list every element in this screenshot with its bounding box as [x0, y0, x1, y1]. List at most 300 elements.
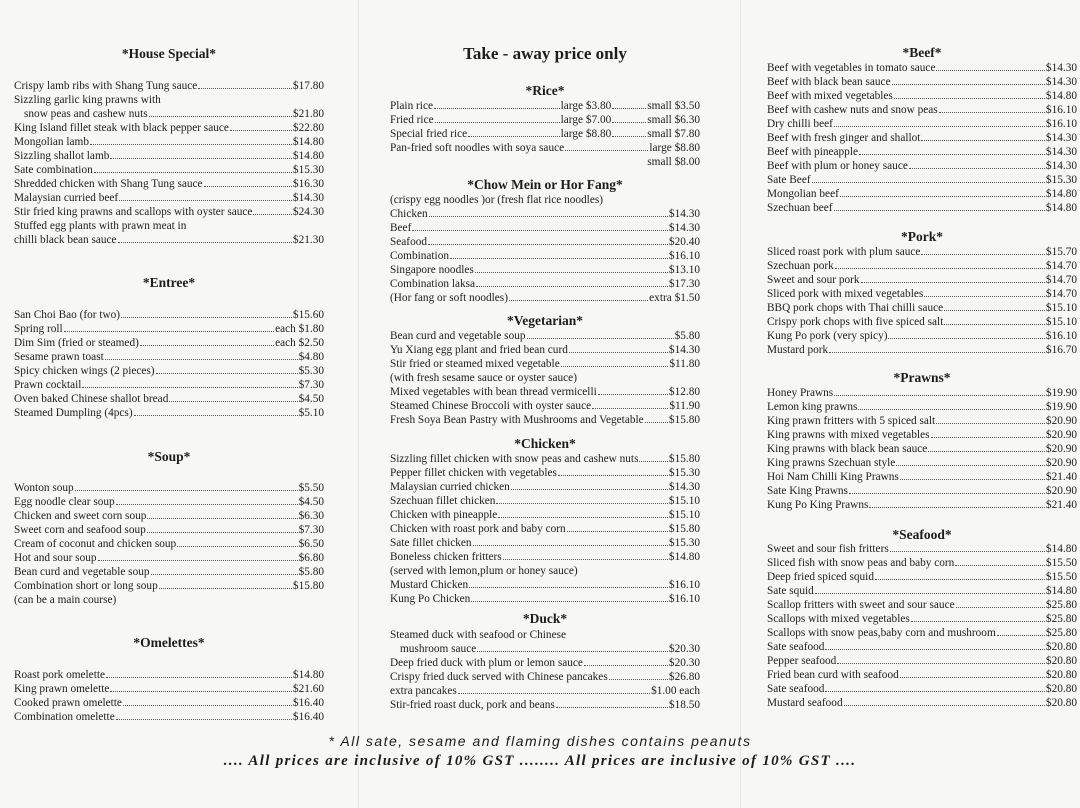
menu-item-row: [767, 145, 1077, 159]
menu-item-row: [390, 235, 700, 249]
menu-item-row: [390, 480, 700, 494]
menu-item-row: [390, 357, 700, 371]
menu-item-name: Beef with vegetables in tomato sauce: [767, 62, 936, 74]
menu-item-row: [14, 79, 324, 93]
menu-item-name: Combination laksa: [390, 278, 476, 290]
menu-item-price: $20.90: [1045, 485, 1077, 497]
menu-item-price: $19.90: [1045, 401, 1077, 413]
dot-leader: [110, 682, 292, 692]
menu-item-name: Sate seafood: [767, 683, 825, 695]
dot-leader: [140, 336, 274, 346]
dot-leader: [98, 551, 298, 561]
menu-item-name: Sweet and sour fish fritters: [767, 543, 889, 555]
menu-item-price: $20.30: [668, 657, 700, 669]
rice-item-row: [390, 113, 700, 127]
menu-item-price: $14.30: [668, 481, 700, 493]
dot-leader: [567, 522, 668, 532]
menu-item-row: [767, 301, 1077, 315]
rice-list: [390, 99, 700, 169]
menu-item-price: $14.70: [1045, 288, 1077, 300]
menu-item-name: Beef with plum or honey sauce: [767, 160, 908, 172]
menu-item-name: Dry chilli beef: [767, 118, 833, 130]
rice-large-price: large $3.80: [560, 100, 612, 112]
dot-leader: [527, 329, 674, 339]
menu-item-name: San Choi Bao (for two): [14, 309, 121, 321]
dot-leader: [892, 75, 1045, 85]
menu-item-price: $20.90: [1045, 457, 1077, 469]
menu-item-price: $15.50: [1045, 571, 1077, 583]
dot-leader: [503, 550, 668, 560]
menu-item-name: Crispy pork chops with five spiced salt: [767, 316, 944, 328]
menu-item-price: $21.60: [292, 683, 324, 695]
dot-leader: [844, 696, 1045, 706]
menu-item-price: $5.30: [298, 365, 324, 377]
menu-item-name: Yu Xiang egg plant and fried bean curd: [390, 344, 568, 356]
rice-item-row: [390, 155, 700, 169]
menu-item-name: Sate combination: [14, 164, 93, 176]
menu-item-row: [767, 682, 1077, 696]
menu-item-price: $20.80: [1045, 669, 1077, 681]
menu-item-price: $14.80: [1045, 543, 1077, 555]
menu-item-price: $15.10: [668, 495, 700, 507]
menu-item-name: Bean curd and vegetable soup: [390, 330, 526, 342]
menu-item-row: [14, 406, 324, 420]
menu-item-price: $16.40: [292, 711, 324, 723]
menu-item-row: [767, 626, 1077, 640]
menu-item-price: $5.80: [674, 330, 700, 342]
menu-item-name: Fried rice: [390, 114, 434, 126]
menu-item-row: [390, 670, 700, 684]
prawns-list: [767, 386, 1077, 512]
dot-leader: [156, 364, 298, 374]
menu-item-row: [767, 598, 1077, 612]
menu-item-name: Bean curd and vegetable soup: [14, 566, 150, 578]
menu-item-row: [767, 75, 1077, 89]
dot-leader: [434, 99, 560, 109]
menu-item-row: [767, 61, 1077, 75]
menu-item-name: Mongolian beef: [767, 188, 839, 200]
menu-item-price: $15.10: [1045, 302, 1077, 314]
dot-leader: [829, 343, 1045, 353]
chicken-list: [390, 452, 700, 606]
menu-item-row: [767, 442, 1077, 456]
menu-item-price: $25.80: [1045, 627, 1077, 639]
menu-item-name: Cooked prawn omelette: [14, 697, 122, 709]
menu-item-row: [14, 336, 324, 350]
dot-leader: [556, 698, 668, 708]
menu-item-name: Sate King Prawns: [767, 485, 848, 497]
menu-item-name: Oven baked Chinese shallot bread: [14, 393, 169, 405]
menu-item-row: [390, 578, 700, 592]
section-title-entree: *Entree*: [142, 275, 196, 290]
menu-item-price: $14.30: [668, 208, 700, 220]
menu-item-price: $16.10: [668, 250, 700, 262]
dot-leader: [105, 350, 298, 360]
dot-leader: [956, 598, 1045, 608]
dot-leader: [565, 141, 648, 151]
menu-item-price: $12.80: [668, 386, 700, 398]
dot-leader: [204, 177, 292, 187]
dot-leader: [567, 629, 699, 638]
dot-leader: [435, 113, 560, 123]
menu-item-row: [390, 466, 700, 480]
menu-item-name: Mustard seafood: [767, 697, 843, 709]
menu-item-name: Beef with black bean sauce: [767, 76, 891, 88]
section-title-soup: *Soup*: [147, 449, 191, 464]
menu-item-price: $20.80: [1045, 655, 1077, 667]
omelettes-list: [14, 668, 324, 724]
menu-item-price: $13.10: [668, 264, 700, 276]
menu-item-price: $5.80: [298, 566, 324, 578]
menu-item-price: $15.30: [668, 537, 700, 549]
menu-item-price: $20.80: [1045, 641, 1077, 653]
menu-item-row: [767, 245, 1077, 259]
dot-leader: [469, 578, 668, 588]
menu-item-name: Hot and sour soup: [14, 552, 97, 564]
dot-leader: [924, 287, 1045, 297]
menu-item-row: [767, 259, 1077, 273]
menu-item-name: Szechuan pork: [767, 260, 834, 272]
dot-leader: [509, 291, 648, 301]
menu-item-name: Chicken: [390, 208, 428, 220]
dot-leader: [896, 456, 1045, 466]
rice-item-row: [390, 99, 700, 113]
menu-item-row: [767, 570, 1077, 584]
menu-item-name: King Island fillet steak with black pepper sauce: [14, 122, 229, 134]
menu-item-name: Sliced fish with snow peas and baby corn: [767, 557, 955, 569]
menu-item-row: [14, 177, 324, 191]
menu-item-name: snow peas and cashew nuts: [24, 108, 148, 120]
menu-item-name: Steamed Dumpling (4pcs): [14, 407, 133, 419]
menu-item-row: [14, 495, 324, 509]
menu-item-row: [14, 135, 324, 149]
section-title-duck: *Duck*: [522, 611, 568, 626]
menu-item-row: [390, 494, 700, 508]
peanut-notice: * All sate, sesame and flaming dishes contains peanuts: [328, 733, 752, 749]
menu-item-name: Pepper seafood: [767, 655, 837, 667]
menu-item-name: Beef with cashew nuts and snow peas: [767, 104, 938, 116]
menu-item-name: Chicken with pineapple: [390, 509, 498, 521]
menu-item-price: $16.10: [1045, 118, 1077, 130]
dot-leader: [177, 537, 297, 547]
menu-item-price: $20.90: [1045, 443, 1077, 455]
menu-item-price: each $1.80: [275, 323, 324, 335]
menu-item-price: $20.80: [1045, 697, 1077, 709]
menu-item-row: [14, 509, 324, 523]
menu-item-row: [14, 579, 324, 593]
menu-item-row: [767, 498, 1077, 512]
menu-item-name: Sizzling garlic king prawns with: [14, 94, 161, 106]
dot-leader: [475, 263, 668, 273]
menu-item-price: $24.30: [292, 206, 324, 218]
menu-item-name: Wonton soup: [14, 482, 74, 494]
dot-leader: [936, 414, 1045, 424]
dot-leader: [858, 400, 1045, 410]
menu-item-row: [767, 201, 1077, 215]
dot-leader: [253, 205, 291, 215]
menu-item-price: $14.80: [1045, 585, 1077, 597]
menu-item-row: [767, 428, 1077, 442]
menu-item-row: [14, 523, 324, 537]
dot-leader: [955, 556, 1045, 566]
vegetarian-list: [390, 329, 700, 427]
menu-item-name: Dim Sim (fried or steamed): [14, 337, 139, 349]
section-title-beef: *Beef*: [902, 45, 942, 60]
dot-leader: [598, 385, 668, 395]
menu-item-price: $14.30: [1045, 62, 1077, 74]
dot-leader: [75, 481, 298, 491]
menu-item-price: $17.80: [292, 80, 324, 92]
menu-item-name: Beef with mixed vegetables: [767, 90, 893, 102]
menu-item-row: [14, 219, 324, 233]
menu-item-price: $6.50: [298, 538, 324, 550]
menu-item-row: [14, 308, 324, 322]
rice-small-price: small $3.50: [647, 100, 700, 112]
menu-item-name: Szechuan fillet chicken: [390, 495, 496, 507]
menu-item-price: $14.30: [1045, 146, 1077, 158]
dot-leader: [391, 156, 646, 165]
menu-item-price: $6.80: [298, 552, 324, 564]
menu-item-name: Beef with pineapple: [767, 146, 858, 158]
menu-item-row: [14, 682, 324, 696]
menu-item-row: [767, 117, 1077, 131]
dot-leader: [612, 127, 646, 137]
menu-item-name: Sizzling shallot lamb: [14, 150, 110, 162]
dot-leader: [561, 357, 669, 367]
menu-item-price: $14.80: [292, 150, 324, 162]
dot-leader: [612, 99, 646, 109]
menu-item-name: Cream of coconut and chicken soup: [14, 538, 177, 550]
section-title-seafood: *Seafood*: [892, 527, 952, 542]
dot-leader: [888, 329, 1044, 339]
dot-leader: [149, 107, 292, 117]
menu-item-price: $14.80: [1045, 90, 1077, 102]
dot-leader: [121, 308, 292, 318]
menu-item-name: Fried bean curd with seafood: [767, 669, 899, 681]
menu-item-row: [390, 249, 700, 263]
menu-item-name: (crispy egg noodles )or (fresh flat rice noodles): [390, 194, 603, 206]
section-title-rice: *Rice*: [525, 83, 565, 98]
dot-leader: [473, 536, 668, 546]
section-title-prawns: *Prawns*: [893, 370, 951, 385]
dot-leader: [477, 642, 668, 652]
menu-item-row: [14, 163, 324, 177]
menu-item-name: (with fresh sesame sauce or oyster sauce): [390, 372, 577, 384]
beef-list: [767, 61, 1077, 215]
menu-item-name: Stuffed egg plants with prawn meat in: [14, 220, 187, 232]
dot-leader: [187, 220, 323, 229]
menu-item-name: Deep fried spiced squid: [767, 571, 874, 583]
menu-item-name: Kung Po Chicken: [390, 593, 471, 605]
section-title-vegetarian: *Vegetarian*: [507, 313, 583, 328]
seafood-list: [767, 542, 1077, 710]
menu-item-name: Sliced pork with mixed vegetables: [767, 288, 924, 300]
menu-item-name: Sate seafood: [767, 641, 825, 653]
menu-item-row: [767, 315, 1077, 329]
menu-item-price: $14.30: [292, 192, 324, 204]
dot-leader: [569, 343, 668, 353]
menu-item-row: [14, 149, 324, 163]
dot-leader: [147, 523, 298, 533]
fold-line-right: [740, 0, 741, 808]
menu-item-price: $14.70: [1045, 274, 1077, 286]
menu-item-row: [14, 93, 324, 107]
menu-item-name: Fresh Soya Bean Pastry with Mushrooms and Vegetable: [390, 414, 644, 426]
dot-leader: [894, 89, 1045, 99]
menu-item-name: Stir fried king prawns and scallops with oyster sauce: [14, 206, 253, 218]
dot-leader: [875, 570, 1045, 580]
menu-item-row: [767, 187, 1077, 201]
menu-item-row: [14, 481, 324, 495]
menu-item-row: [767, 456, 1077, 470]
dot-leader: [230, 121, 292, 131]
dot-leader: [837, 654, 1045, 664]
menu-item-name: Shredded chicken with Shang Tung sauce: [14, 178, 203, 190]
menu-item-row: [390, 536, 700, 550]
menu-item-row: [767, 470, 1077, 484]
rice-small-price: large $8.80: [649, 142, 700, 154]
house-special-list: [14, 79, 324, 247]
menu-item-price: $16.10: [668, 579, 700, 591]
dot-leader: [911, 612, 1045, 622]
menu-item-row: [390, 291, 700, 305]
menu-item-name: (can be a main course): [14, 594, 117, 606]
menu-item-name: BBQ pork chops with Thai chilli sauce: [767, 302, 944, 314]
dot-leader: [869, 498, 1045, 508]
section-title-omelettes: *Omelettes*: [133, 635, 205, 650]
menu-item-row: [767, 287, 1077, 301]
menu-item-name: Prawn cocktail: [14, 379, 82, 391]
dot-leader: [900, 470, 1045, 480]
menu-item-row: [14, 593, 324, 607]
menu-item-row: [390, 522, 700, 536]
menu-item-price: $15.30: [1045, 174, 1077, 186]
menu-item-row: [767, 696, 1077, 710]
menu-item-price: $19.90: [1045, 387, 1077, 399]
menu-item-row: [14, 551, 324, 565]
menu-item-row: [767, 343, 1077, 357]
chow-mein-list: [390, 193, 700, 305]
menu-item-price: $21.40: [1045, 471, 1077, 483]
menu-item-row: [390, 329, 700, 343]
menu-item-price: $16.10: [1045, 330, 1077, 342]
menu-item-price: $18.50: [668, 699, 700, 711]
section-title-chicken: *Chicken*: [514, 436, 576, 451]
menu-item-row: [767, 542, 1077, 556]
menu-item-name: (served with lemon,plum or honey sauce): [390, 565, 578, 577]
menu-item-name: King prawn omelette: [14, 683, 110, 695]
menu-item-price: $26.80: [668, 671, 700, 683]
menu-item-row: [767, 329, 1077, 343]
dot-leader: [834, 386, 1045, 396]
menu-item-name: Chicken with roast pork and baby corn: [390, 523, 566, 535]
dot-leader: [123, 696, 292, 706]
dot-leader: [936, 61, 1044, 71]
dot-leader: [921, 131, 1045, 141]
menu-item-price: $20.40: [668, 236, 700, 248]
menu-item-price: $1.00 each: [651, 685, 700, 697]
dot-leader: [116, 710, 292, 720]
menu-item-name: Plain rice: [390, 100, 433, 112]
dot-leader: [169, 392, 297, 402]
menu-item-row: [390, 564, 700, 578]
menu-item-name: Sate squid: [767, 585, 814, 597]
dot-leader: [997, 626, 1045, 636]
dot-leader: [476, 277, 668, 287]
dot-leader: [645, 413, 668, 423]
menu-item-name: Honey Prawns: [767, 387, 834, 399]
dot-leader: [471, 592, 668, 602]
menu-item-name: Sliced roast pork with plum sauce: [767, 246, 921, 258]
menu-item-row: [767, 273, 1077, 287]
menu-item-row: [390, 684, 700, 698]
menu-item-row: [767, 159, 1077, 173]
dot-leader: [578, 372, 699, 381]
rice-item-row: [390, 141, 700, 155]
menu-item-price: $21.40: [1045, 499, 1077, 511]
menu-item-price: $15.70: [1045, 246, 1077, 258]
menu-item-price: $15.50: [1045, 557, 1077, 569]
menu-item-price: $22.80: [292, 122, 324, 134]
dot-leader: [825, 682, 1045, 692]
menu-item-name: Scallops with mixed vegetables: [767, 613, 910, 625]
menu-item-name: extra pancakes: [390, 685, 457, 697]
menu-item-price: $21.80: [292, 108, 324, 120]
menu-item-name: Egg noodle clear soup: [14, 496, 115, 508]
dot-leader: [134, 406, 298, 416]
menu-item-row: [767, 131, 1077, 145]
menu-item-name: Scallops with snow peas,baby corn and mushroom: [767, 627, 996, 639]
menu-item-row: [767, 103, 1077, 117]
dot-leader: [106, 668, 292, 678]
rice-small-price: small $6.30: [647, 114, 700, 126]
menu-item-row: [14, 696, 324, 710]
rice-small-price: small $7.80: [647, 128, 700, 140]
menu-item-name: King prawns with black bean sauce: [767, 443, 928, 455]
menu-item-name: Special fried rice: [390, 128, 468, 140]
menu-item-price: $14.80: [1045, 188, 1077, 200]
menu-item-row: [14, 107, 324, 121]
menu-item-row: [767, 484, 1077, 498]
menu-item-price: $14.80: [292, 136, 324, 148]
dot-leader: [812, 173, 1045, 183]
dot-leader: [835, 259, 1045, 269]
menu-item-price: $16.10: [1045, 104, 1077, 116]
dot-leader: [834, 117, 1045, 127]
dot-leader: [909, 159, 1045, 169]
dot-leader: [592, 399, 668, 409]
menu-item-price: $25.80: [1045, 599, 1077, 611]
rice-item-row: [390, 127, 700, 141]
menu-item-price: $20.30: [668, 643, 700, 655]
menu-item-row: [767, 414, 1077, 428]
menu-item-row: [390, 277, 700, 291]
dot-leader: [151, 565, 298, 575]
menu-item-price: $4.50: [298, 496, 324, 508]
menu-item-name: Sizzling fillet chicken with snow peas and cashew nuts: [390, 453, 639, 465]
menu-item-price: $14.30: [1045, 132, 1077, 144]
menu-item-row: [14, 710, 324, 724]
menu-item-price: $17.30: [668, 278, 700, 290]
menu-item-row: [767, 556, 1077, 570]
dot-leader: [64, 322, 274, 332]
dot-leader: [900, 668, 1045, 678]
menu-item-price: $15.80: [668, 414, 700, 426]
menu-item-price: $4.50: [298, 393, 324, 405]
menu-item-row: [767, 640, 1077, 654]
rice-large-price: large $7.00: [560, 114, 612, 126]
menu-item-price: extra $1.50: [649, 292, 700, 304]
